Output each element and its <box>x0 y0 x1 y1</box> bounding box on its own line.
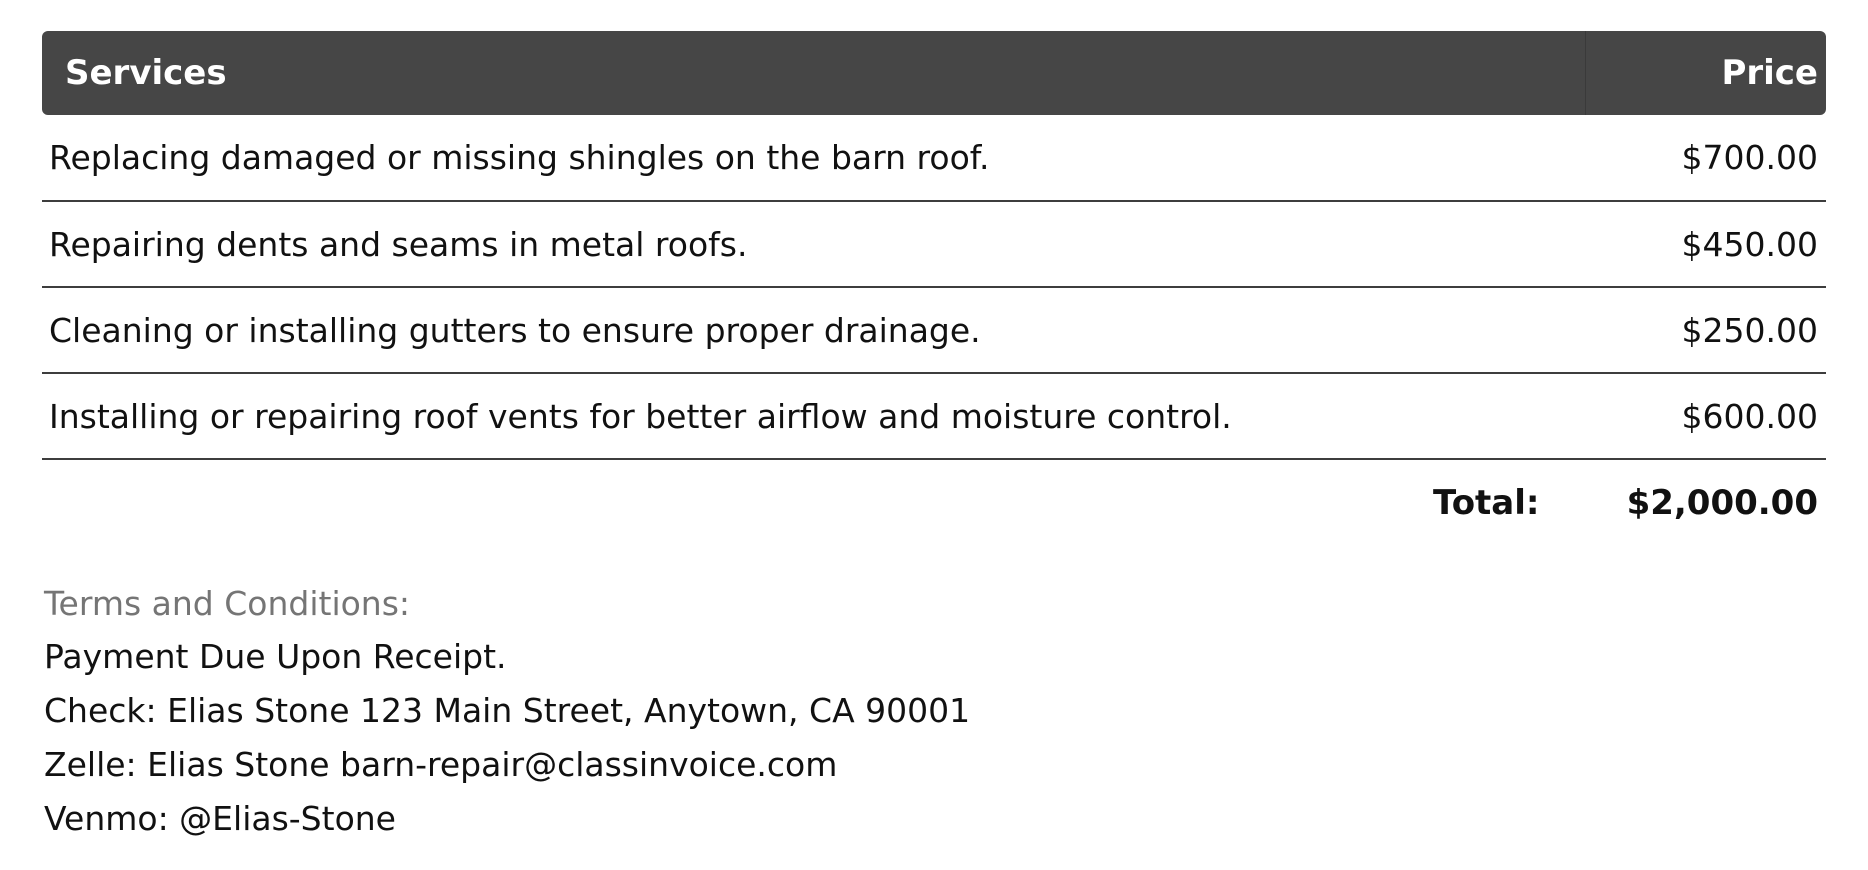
service-price: $600.00 <box>1586 373 1827 459</box>
service-price: $250.00 <box>1586 287 1827 373</box>
service-row <box>42 287 1826 373</box>
service-price: $450.00 <box>1586 201 1827 287</box>
services-table-body <box>42 115 1826 545</box>
terms-zelle-payment: Zelle: Elias Stone barn-repair@classinvoice.com <box>44 745 838 784</box>
terms-check-payment: Check: Elias Stone 123 Main Street, Anytown, CA 90001 <box>44 691 971 730</box>
service-description: Repairing dents and seams in metal roofs. <box>42 201 1586 287</box>
services-table <box>42 31 1826 545</box>
total-row <box>42 459 1826 545</box>
price-column-header: Price <box>1586 31 1827 115</box>
service-description: Replacing damaged or missing shingles on the barn roof. <box>42 115 1586 201</box>
services-table-header <box>42 31 1826 115</box>
total-amount: $2,000.00 <box>1626 482 1818 523</box>
service-price: $700.00 <box>1586 115 1827 201</box>
service-row <box>42 373 1826 459</box>
total-label: Total: <box>1433 482 1540 523</box>
terms-heading: Terms and Conditions: <box>44 584 411 623</box>
service-description: Installing or repairing roof vents for better airflow and moisture control. <box>42 373 1586 459</box>
header-row <box>42 31 1826 115</box>
service-row <box>42 115 1826 201</box>
terms-payment-due: Payment Due Upon Receipt. <box>44 637 507 676</box>
service-description: Cleaning or installing gutters to ensure proper drainage. <box>42 287 1586 373</box>
terms-venmo-payment: Venmo: @Elias-Stone <box>44 799 396 838</box>
services-column-header: Services <box>42 31 1586 115</box>
service-row <box>42 201 1826 287</box>
terms-and-conditions <box>44 582 1444 846</box>
